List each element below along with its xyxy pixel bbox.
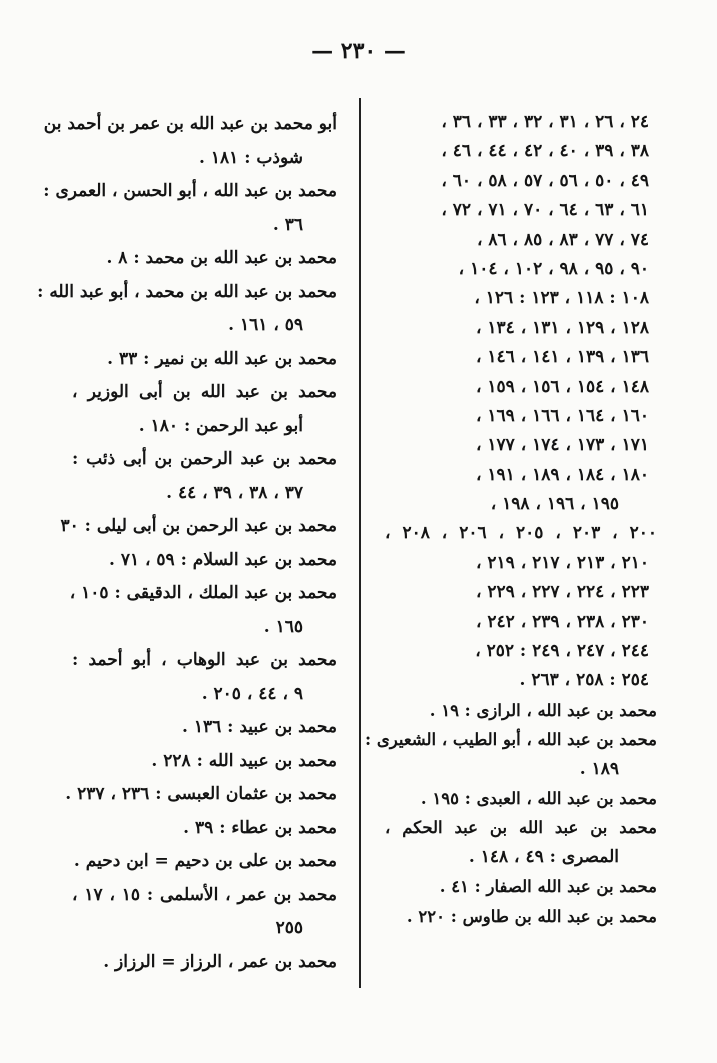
index-line: محمد بن عبد الله بن عبد الحكم ، (385, 818, 657, 838)
index-line: ٢١٠ ، ٢١٣ ، ٢١٧ ، ٢١٩ ، (475, 552, 649, 573)
index-line: ١٧١ ، ١٧٣ ، ١٧٤ ، ١٧٧ ، (475, 435, 649, 456)
index-line: محمد بن عبد الله بن محمد ، أبو عبد الله : (37, 281, 337, 302)
index-line: محمد بن عمر ، الرزاز = الرزاز . (103, 951, 337, 972)
index-line: أبو محمد بن عبد الله بن عمر بن أحمد بن (43, 114, 337, 134)
index-line: ٢٥٥ (275, 918, 303, 938)
index-line: محمد بن عبد الله ، العبدى : ١٩٥ . (420, 788, 657, 808)
index-line: ٧٤ ، ٧٧ ، ٨٣ ، ٨٥ ، ٨٦ ، (476, 229, 649, 250)
index-line: محمد بن عبد الله الصفار : ٤١ . (439, 877, 657, 897)
index-line: محمد بن عبد الله بن نمير : ٣٣ . (107, 348, 337, 369)
index-line: ٥٩ ، ١٦١ . (228, 315, 303, 335)
index-line: محمد بن عبد الوهاب ، أبو أحمد : (72, 650, 337, 670)
index-column-left (37, 108, 338, 979)
index-line: محمد بن عبد الله ، الرازى : ١٩ . (429, 700, 657, 720)
index-line: ١٢٨ ، ١٢٩ ، ١٣١ ، ١٣٤ ، (475, 317, 649, 338)
index-line: ٩ ، ٤٤ ، ٢٠٥ . (201, 683, 303, 704)
index-line: محمد بن عبد السلام : ٥٩ ، ٧١ . (108, 549, 337, 570)
index-line: ٢٤٤ ، ٢٤٧ ، ٢٤٩ : ٢٥٢ ، (475, 641, 649, 662)
index-line: محمد بن عبد الله ، أبو الحسن ، العمرى : (43, 181, 337, 201)
index-line: ١٠٨ : ١١٨ ، ١٢٣ : ١٢٦ ، (474, 288, 649, 309)
index-line: محمد بن عبيد : ١٣٦ . (181, 717, 337, 737)
index-line: ٢٣٠ ، ٢٣٨ ، ٢٣٩ ، ٢٤٢ ، (475, 611, 649, 632)
index-line: محمد بن على بن دحيم = ابن دحيم . (73, 851, 337, 871)
column-divider (359, 98, 361, 988)
index-line: ١٣٦ ، ١٣٩ ، ١٤١ ، ١٤٦ ، (475, 347, 649, 368)
index-line: ١٨٠ ، ١٨٤ ، ١٨٩ ، ١٩١ ، (475, 464, 649, 485)
index-line: محمد بن عبد الله بن محمد : ٨ . (106, 248, 337, 268)
index-line: محمد بن عبد الله بن طاوس : ٢٢٠ . (406, 906, 657, 926)
index-column-right (364, 108, 658, 931)
index-line: ١٤٨ ، ١٥٤ ، ١٥٦ ، ١٥٩ ، (475, 376, 649, 397)
index-line: المصرى : ٤٩ ، ١٤٨ . (468, 846, 619, 867)
index-line: محمد بن عبد الرحمن بن أبى ذئب : (72, 449, 337, 469)
index-line: ٩٠ ، ٩٥ ، ٩٨ ، ١٠٢ ، ١٠٤ ، (458, 258, 649, 279)
index-line: ٣٦ . (272, 214, 303, 235)
index-line: ١٦٠ ، ١٦٤ ، ١٦٦ ، ١٦٩ ، (475, 405, 649, 426)
index-line: ١٦٥ . (263, 616, 303, 637)
index-line: ٤٩ ، ٥٠ ، ٥٦ ، ٥٧ ، ٥٨ ، ٦٠ ، (441, 170, 649, 191)
index-line: محمد بن عبد الله بن أبى الوزير ، (72, 382, 337, 402)
index-line: محمد بن عطاء : ٣٩ . (183, 817, 337, 838)
index-line: شوذب : ١٨١ . (199, 147, 303, 168)
index-line: أبو عبد الرحمن : ١٨٠ . (138, 415, 303, 436)
index-line: ٢٠٠ ، ٢٠٣ ، ٢٠٥ ، ٢٠٦ ، ٢٠٨ ، (385, 523, 658, 544)
index-line: محمد بن عبد الملك ، الدقيقى : ١٠٥ ، (69, 583, 337, 603)
index-line: محمد بن عبد الله ، أبو الطيب ، الشعيرى : (364, 730, 657, 750)
index-line: محمد بن عمر ، الأسلمى : ١٥ ، ١٧ ، (72, 884, 338, 905)
index-line: ٦١ ، ٦٣ ، ٦٤ ، ٧٠ ، ٧١ ، ٧٢ ، (441, 200, 649, 221)
index-line: ٢٥٤ : ٢٥٨ ، ٢٦٣ . (519, 670, 649, 691)
index-line: ١٨٩ . (579, 758, 619, 779)
index-line: محمد بن عثمان العبسى : ٢٣٦ ، ٢٣٧ . (65, 784, 337, 804)
index-line: محمد بن عبيد الله : ٢٢٨ . (151, 750, 337, 771)
index-line: ٢٤ ، ٢٦ ، ٣١ ، ٣٢ ، ٣٣ ، ٣٦ ، (441, 112, 649, 132)
index-line: ١٩٥ ، ١٩٦ ، ١٩٨ ، (490, 494, 619, 515)
index-line: ٣٨ ، ٣٩ ، ٤٠ ، ٤٢ ، ٤٤ ، ٤٦ ، (441, 141, 649, 162)
index-line: ٢٢٣ ، ٢٢٤ ، ٢٢٧ ، ٢٢٩ ، (475, 582, 649, 603)
page-number: — ٢٣٠ — (311, 38, 406, 64)
index-line: ٣٧ ، ٣٨ ، ٣٩ ، ٤٤ . (166, 482, 303, 503)
index-line: محمد بن عبد الرحمن بن أبى ليلى : ٣٠ (60, 516, 337, 536)
